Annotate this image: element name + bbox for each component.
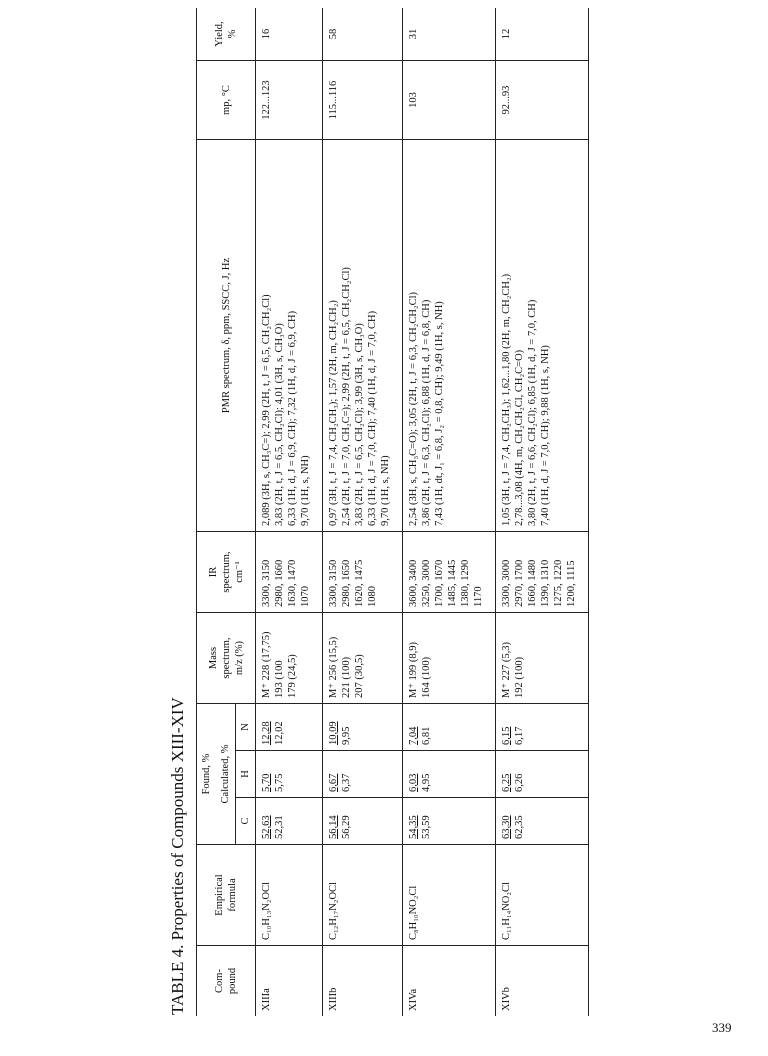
table-row [496,8,589,1016]
cell-ir-line: 3250, 3000 [421,559,432,607]
header-pmr: PMR spectrum, δ, ppm, SSCC, J, Hz [197,140,256,532]
table-row [323,8,403,1016]
cell-pmr [323,140,403,532]
cell-h-line: 5,70 [261,773,272,792]
cell-yield: 31 [403,8,496,61]
cell-mp: 103 [403,61,496,140]
cell-mass-line: M⁺ 228 (17,75) [261,631,272,698]
cell-ir-line: 1070 [300,586,311,607]
cell-h [403,751,496,798]
cell-pmr-line: 3,83 (2H, t, J = 6,5, CH₂Cl); 4,01 (3H, s, CH₃O) [274,323,285,526]
cell-h [496,751,589,798]
cell-ir-line: 1700, 1670 [434,559,445,607]
cell-h-line: 4,95 [421,773,432,792]
header-mass: Mass spectrum, m/z (%) [197,613,256,704]
cell-n [323,704,403,751]
cell-mass [403,613,496,704]
cell-mass [256,613,323,704]
header-yield: Yield, % [197,8,256,61]
cell-c [496,798,589,845]
cell-pmr-line: 7,40 (1H, d, J = 7,0, CH); 9,88 (1H, s, NH) [540,345,551,526]
cell-pmr [403,140,496,532]
cell-n [403,704,496,751]
cell-c-line: 52,31 [274,815,285,839]
cell-h [256,751,323,798]
cell-pmr-line: 0,97 (3H, t, J = 7,4, CH₂CH₃); 1,57 (2H, m, CH₂CH₂) [328,300,339,526]
cell-mass-line: 192 (100) [514,656,525,698]
cell-n-line: 6,15 [501,726,512,745]
cell-mass-line: 164 (100) [421,656,432,698]
cell-mass-line: 179 (24,5) [287,654,298,698]
cell-mass-line: M⁺ 199 (8,9) [408,642,419,698]
header-h: H [236,751,256,798]
cell-ir-line: 1620, 1475 [354,559,365,607]
cell-ir-line: 2980, 1660 [274,559,285,607]
cell-pmr-line: 9,70 (1H, s, NH) [380,455,391,526]
cell-pmr-line: 3,80 (2H, t, J = 6,6, CH₂Cl); 6,85 (1H, d, J = 7,0, CH) [527,299,538,526]
cell-pmr-line: 9,70 (1H, s, NH) [300,455,311,526]
cell-yield: 58 [323,8,403,61]
cell-mass-line: 221 (100) [341,656,352,698]
cell-c-line: 54,35 [408,815,419,839]
page-number: 339 [712,1020,732,1035]
cell-ir-line: 3300, 3150 [328,559,339,607]
cell-ir-line: 2980, 1650 [341,559,352,607]
cell-ir-line: 1080 [367,586,378,607]
header-n: N [236,704,256,751]
cell-mass-line: 207 (30,5) [354,654,365,698]
cell-c [403,798,496,845]
cell-ir-line: 1380, 1290 [460,559,471,607]
cell-ir-line: 3300, 3150 [261,559,272,607]
header-ir: IR spectrum, cm⁻¹ [197,532,256,613]
cell-compound: XIIIb [328,987,339,1011]
cell-pmr-line: 2,54 (2H, t, J = 7,0, CH₂C=); 2,99 (2H, t, J = 6,5, CH₂CH₂Cl) [341,267,352,526]
cell-ir-line: 3600, 3400 [408,559,419,607]
cell-ir [323,532,403,613]
cell-ir-line: 3300, 3000 [501,559,512,607]
cell-formula: C₈H₁₀NO₂Cl [403,845,496,946]
cell-h-line: 6,26 [514,773,525,792]
rotated-page-content [168,6,768,1016]
table-row [256,8,323,1016]
cell-n-line: 7,04 [408,726,419,745]
cell-n [496,704,589,751]
cell-mp: 115...116 [323,61,403,140]
cell-pmr [256,140,323,532]
cell-h-line: 6,03 [408,773,419,792]
table-header [197,8,256,1016]
header-compound: Com- pound [214,967,238,995]
cell-ir [403,532,496,613]
cell-yield: 16 [256,8,323,61]
cell-c [256,798,323,845]
cell-pmr-line: 3,83 (2H, t, J = 6,5, CH₂Cl); 3,99 (3H, s, CH₃O) [354,323,365,526]
cell-h-line: 6,25 [501,773,512,792]
header-c: C [236,798,256,845]
cell-ir-line: 1485, 1445 [447,559,458,607]
header-found: Found, % [197,704,217,845]
cell-n-line: 12,28 [261,721,272,745]
header-formula: Empirical formula [197,845,256,946]
cell-ir-line: 1275, 1220 [553,559,564,607]
cell-ir-line: 1660, 1480 [527,559,538,607]
cell-n-line: 10,09 [328,721,339,745]
cell-pmr-line: 6,33 (1H, d, J = 6,9, CH); 7,32 (1H, d, J = 6,9, CH) [287,310,298,526]
table-body [256,8,589,1016]
cell-ir-line: 2970, 1700 [514,559,525,607]
cell-h-line: 5,75 [274,773,285,792]
cell-mass-line: 193 (100 [274,660,285,698]
cell-compound: XIVb [501,987,512,1011]
cell-mp: 92...93 [496,61,589,140]
cell-pmr-line: 1,05 (3H, t, J = 7,4, CH₂CH₃); 1,62...1,80 (2H, m, CH₂CH₂) [501,273,512,526]
cell-mass-line: M⁺ 256 (15,5) [328,636,339,698]
cell-compound: XIIIa [261,988,272,1011]
properties-table [196,8,589,1016]
table-caption: TABLE 4. Properties of Compounds XIII-XIV [168,697,187,1015]
cell-yield: 12 [496,8,589,61]
cell-c [323,798,403,845]
cell-h-line: 6,37 [341,773,352,792]
cell-c-line: 63,30 [501,815,512,839]
cell-pmr-line: 2,54 (3H, s, CH₃C=O); 3,05 (2H, t, J = 6,3, CH₂CH₂Cl) [408,292,419,526]
cell-ir [496,532,589,613]
table-row [403,8,496,1016]
cell-mass [323,613,403,704]
cell-ir-line: 1630, 1470 [287,559,298,607]
cell-ir-line: 1390, 1310 [540,559,551,607]
cell-pmr-line: 7,43 (1H, dt, J₁ = 6,8, J₂ = 0,8, CH); 9,49 (1H, s, NH) [434,301,445,526]
cell-n-line: 9,95 [341,726,352,745]
cell-formula: C₁₀H₁₃N₂OCl [256,845,323,946]
cell-c-line: 62,35 [514,815,525,839]
cell-mass-line: M⁺ 227 (5,3) [501,642,512,698]
header-mp: mp, °C [197,61,256,140]
cell-formula: C₁₂H₁₇N₂OCl [323,845,403,946]
cell-mp: 122...123 [256,61,323,140]
cell-ir [256,532,323,613]
cell-pmr [496,140,589,532]
cell-h-line: 6,67 [328,773,339,792]
cell-pmr-line: 3,86 (2H, t, J = 6,3, CH₂Cl); 6,88 (1H, d, J = 6,8, CH) [421,299,432,526]
cell-compound: XIVa [408,988,419,1011]
cell-c-line: 52,63 [261,815,272,839]
cell-h [323,751,403,798]
cell-n-line: 6,17 [514,726,525,745]
header-calculated: Calculated, % [216,704,236,845]
cell-ir-line: 1170 [473,586,484,607]
cell-n-line: 12,02 [274,721,285,745]
cell-pmr-line: 6,33 (1H, d, J = 7,0, CH); 7,40 (1H, d, J = 7,0, CH) [367,310,378,526]
cell-c-line: 53,59 [421,815,432,839]
cell-pmr-line: 2,78...3,08 (4H, m, CH₂CH₂Cl, CH₂C=O) [514,349,525,526]
cell-n-line: 6,81 [421,726,432,745]
cell-mass [496,613,589,704]
cell-ir-line: 1200, 1115 [566,560,577,607]
cell-pmr-line: 2,089 (3H, s, CH₃C=); 2,99 (2H, t, J = 6,5, CH₂CH₂Cl) [261,294,272,526]
cell-formula: C₁₁H₁₄NO₂Cl [496,845,589,946]
cell-c-line: 56,14 [328,815,339,839]
cell-c-line: 56,29 [341,815,352,839]
cell-n [256,704,323,751]
